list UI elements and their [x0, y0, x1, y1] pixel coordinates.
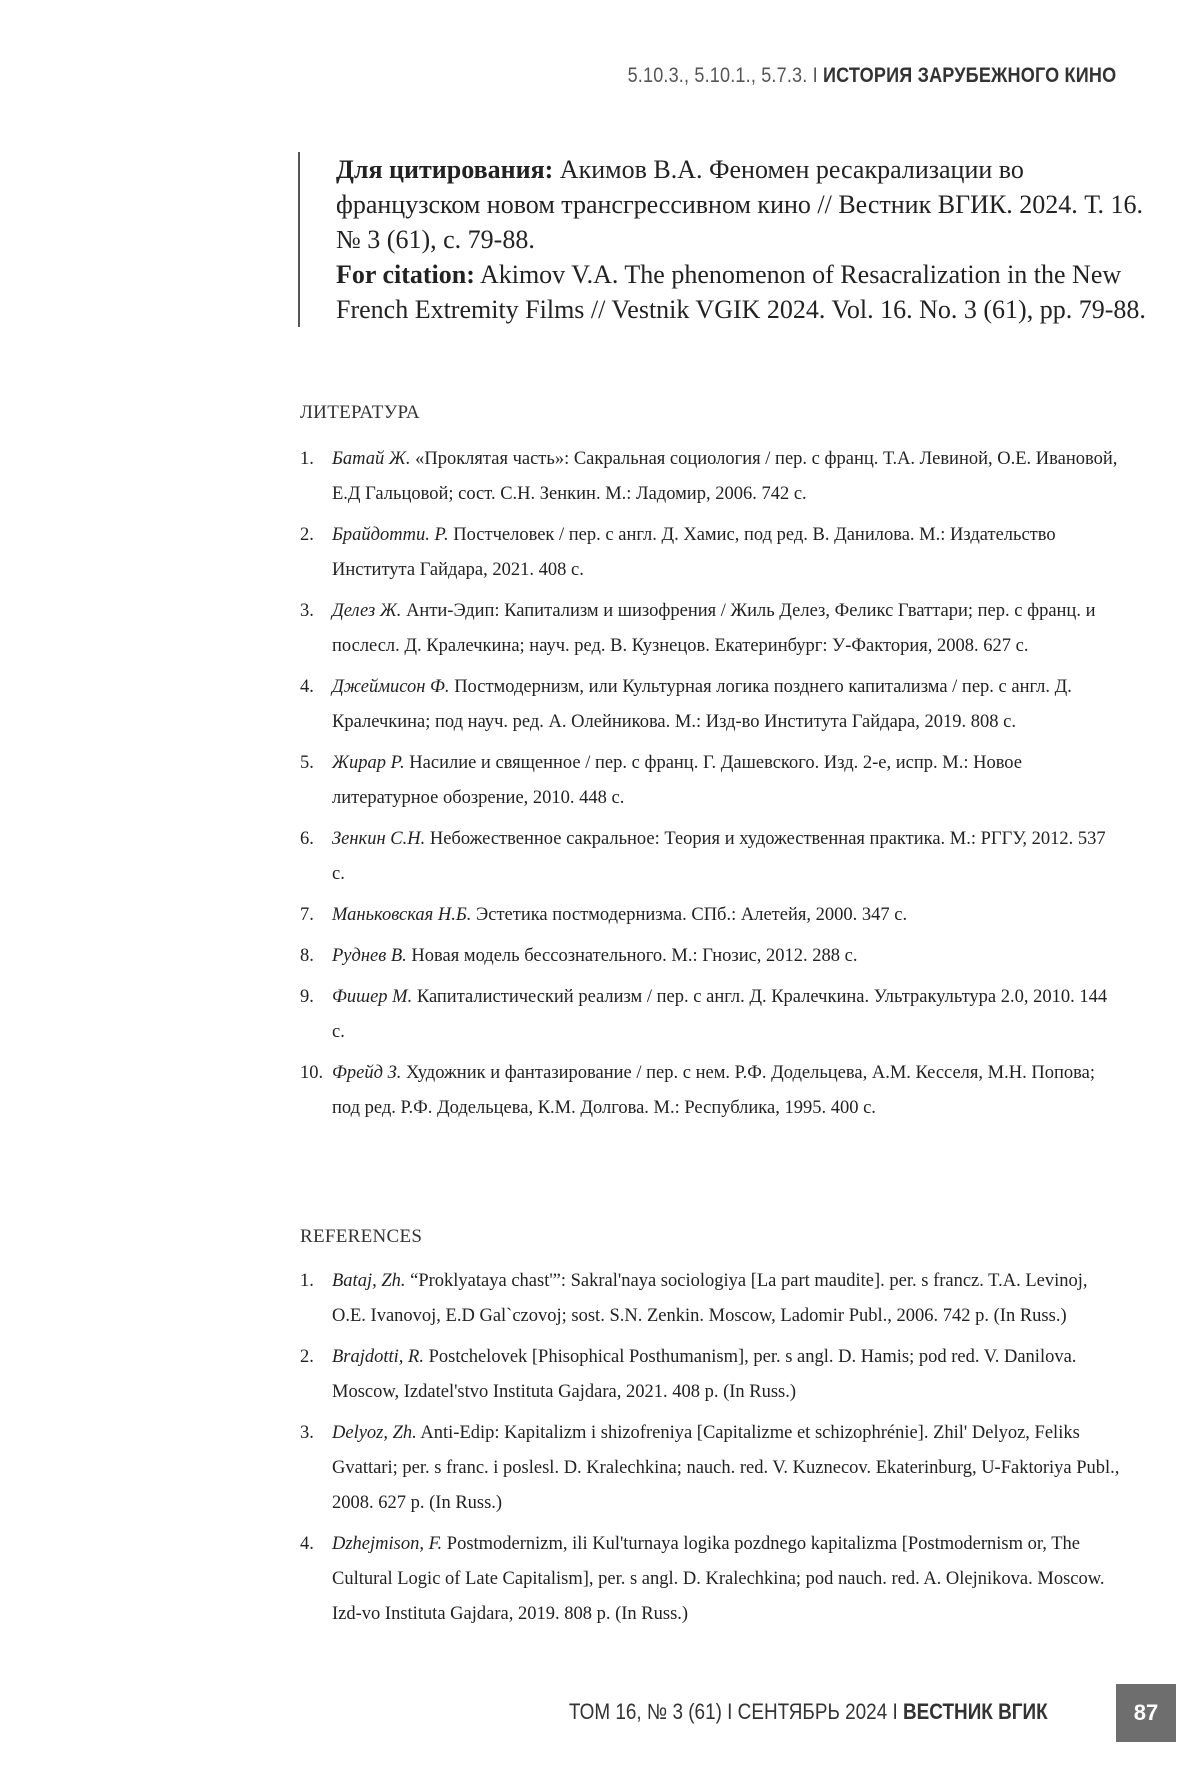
- reference-text: Новая модель бессознательного. М.: Гнозис, 2012. 288 с.: [406, 946, 858, 966]
- citation-ru-text: Акимов В.А. Феномен ресакрализации во французском новом трансгрессивном кино // Вестник ВГИК. 2024. Т. 16. № 3 (61), с. 79-88.: [336, 155, 1144, 254]
- reference-author: Брайдотти. Р.: [332, 525, 449, 545]
- reference-author: Brajdotti, R.: [332, 1347, 424, 1367]
- section-codes: 5.10.3., 5.10.1., 5.7.3. I: [627, 64, 823, 87]
- reference-text: Насилие и священное / пер. с франц. Г. Дашевского. Изд. 2-е, испр. М.: Новое литературное обозрение, 2010. 448 с.: [332, 753, 1022, 808]
- running-head: [627, 64, 1116, 88]
- reference-author: Джеймисон Ф.: [332, 677, 450, 697]
- citation-en: [336, 257, 1156, 327]
- list-item: 4. Dzhejmison, F. Postmodernizm, ili Kul'turnaya logika pozdnego kapitalizma [Postmodernism or, The Cultural Logic of Late Capitalism], per. s angl. D. Kralechkina; pod nauch. red. A. Olejnikova. Moscow. Izd-vo Instituta Gajdara, 2019. 808 p. (In Russ.): [300, 1534, 1105, 1624]
- list-item: 2. Brajdotti, R. Postchelovek [Phisophical Posthumanism], per. s angl. D. Hamis; pod red. V. Danilova. Moscow, Izdatel'stvo Instituta Gajdara, 2021. 408 p. (In Russ.): [300, 1347, 1077, 1402]
- list-item: 10. Фрейд З. Художник и фантазирование / пер. с нем. Р.Ф. Додельцева, А.М. Кесселя, М.Н. Попова; под ред. Р.Ф. Додельцева, К.М. Долгова. М.: Республика, 1995. 400 с.: [300, 1063, 1095, 1118]
- references-list: [300, 1264, 1120, 1638]
- literature-heading: ЛИТЕРАТУРА: [300, 402, 420, 423]
- reference-text: «Проклятая часть»: Сакральная социология / пер. с франц. Т.А. Левиной, О.Е. Ивановой, Е.Д Гальцовой; сост. С.Н. Зенкин. М.: Ладомир, 2006. 742 с.: [332, 449, 1118, 504]
- reference-author: Delyoz, Zh.: [332, 1423, 417, 1443]
- reference-text: Анти-Эдип: Капитализм и шизофрения / Жиль Делез, Феликс Гваттари; пер. с франц. и послесл. Д. Кралечкина; науч. ред. В. Кузнецов. Екатеринбург: У-Фактория, 2008. 627 с.: [332, 601, 1096, 656]
- citation-en-text: Akimov V.A. The phenomenon of Resacralization in the New French Extremity Films // Vestnik VGIK 2024. Vol. 16. No. 3 (61), pp. 79-88.: [336, 260, 1146, 324]
- reference-author: Bataj, Zh.: [332, 1271, 406, 1291]
- list-item: 7. Маньковская Н.Б. Эстетика постмодернизма. СПб.: Алетейя, 2000. 347 с.: [300, 905, 908, 925]
- reference-text: Небожественное сакральное: Теория и художественная практика. М.: РГГУ, 2012. 537 с.: [332, 829, 1106, 884]
- reference-author: Делез Ж.: [332, 601, 402, 621]
- list-item: 1. Bataj, Zh. “Proklyataya chast'”: Sakral'naya sociologiya [La part maudite]. per. s francz. T.A. Levinoj, O.E. Ivanovoj, E.D Gal`czovoj; sost. S.N. Zenkin. Moscow, Ladomir Publ., 2006. 742 p. (In Russ.): [300, 1271, 1088, 1326]
- literature-list: [300, 442, 1120, 1132]
- reference-author: Батай Ж.: [332, 449, 411, 469]
- list-item: 1. Батай Ж. «Проклятая часть»: Сакральная социология / пер. с франц. Т.А. Левиной, О.Е. Ивановой, Е.Д Гальцовой; сост. С.Н. Зенкин. М.: Ладомир, 2006. 742 с.: [300, 449, 1118, 504]
- issue-info: ТОМ 16, № 3 (61) I СЕНТЯБРЬ 2024 I: [569, 1699, 904, 1724]
- reference-author: Зенкин С.Н.: [332, 829, 426, 849]
- journal-name: ВЕСТНИК ВГИК: [903, 1699, 1048, 1724]
- reference-text: Postmodernizm, ili Kul'turnaya logika pozdnego kapitalizma [Postmodernism or, The Cultural Logic of Late Capitalism], per. s angl. D. Kralechkina; pod nauch. red. A. Olejnikova. Moscow. Izd-vo Instituta Gajdara, 2019. 808 p. (In Russ.): [332, 1534, 1105, 1624]
- reference-author: Фрейд З.: [332, 1063, 402, 1083]
- reference-text: Anti-Edip: Kapitalizm i shizofreniya [Capitalizme et schizophrénie]. Zhil' Delyoz, Feliks Gvattari; per. s franc. i poslesl. D. Kralechkina; nauch. red. V. Kuznecov. Ekaterinburg, U-Faktoriya Publ., 2008. 627 p. (In Russ.): [332, 1423, 1120, 1513]
- list-item: 2. Брайдотти. Р. Постчеловек / пер. с англ. Д. Хамис, под ред. В. Данилова. М.: Издательство Института Гайдара, 2021. 408 с.: [300, 525, 1056, 580]
- reference-text: Художник и фантазирование / пер. с нем. Р.Ф. Додельцева, А.М. Кесселя, М.Н. Попова; под ред. Р.Ф. Додельцева, К.М. Долгова. М.: Республика, 1995. 400 с.: [332, 1063, 1095, 1118]
- reference-text: “Proklyataya chast'”: Sakral'naya sociologiya [La part maudite]. per. s francz. T.A. Levinoj, O.E. Ivanovoj, E.D Gal`czovoj; sost. S.N. Zenkin. Moscow, Ladomir Publ., 2006. 742 p. (In Russ.): [332, 1271, 1088, 1326]
- list-item: 3. Делез Ж. Анти-Эдип: Капитализм и шизофрения / Жиль Делез, Феликс Гваттари; пер. с франц. и послесл. Д. Кралечкина; науч. ред. В. Кузнецов. Екатеринбург: У-Фактория, 2008. 627 с.: [300, 601, 1096, 656]
- reference-author: Жирар Р.: [332, 753, 405, 773]
- reference-author: Dzhejmison, F.: [332, 1534, 443, 1554]
- page-number: 87: [1116, 1684, 1176, 1742]
- footer-issue-info: [569, 1688, 1048, 1736]
- citation-en-label: For citation:: [336, 260, 475, 289]
- list-item: 9. Фишер М. Капиталистический реализм / пер. с англ. Д. Кралечкина. Ультракультура 2.0, 2010. 144 с.: [300, 987, 1108, 1042]
- reference-text: Постчеловек / пер. с англ. Д. Хамис, под ред. В. Данилова. М.: Издательство Института Гайдара, 2021. 408 с.: [332, 525, 1056, 580]
- list-item: 6. Зенкин С.Н. Небожественное сакральное: Теория и художественная практика. М.: РГГУ, 2012. 537 с.: [300, 829, 1106, 884]
- reference-author: Руднев В.: [332, 946, 407, 966]
- reference-text: Капиталистический реализм / пер. с англ. Д. Кралечкина. Ультракультура 2.0, 2010. 144 с.: [332, 987, 1108, 1042]
- reference-text: Postchelovek [Phisophical Posthumanism], per. s angl. D. Hamis; pod red. V. Danilova. Moscow, Izdatel'stvo Instituta Gajdara, 2021. 408 p. (In Russ.): [332, 1347, 1077, 1402]
- reference-text: Постмодернизм, или Культурная логика позднего капитализма / пер. с англ. Д. Кралечкина; под науч. ред. А. Олейникова. М.: Изд-во Института Гайдара, 2019. 808 с.: [332, 677, 1072, 732]
- citation-ru-label: Для цитирования:: [336, 155, 554, 184]
- section-title: ИСТОРИЯ ЗАРУБЕЖНОГО КИНО: [822, 64, 1116, 87]
- references-heading: REFERENCES: [300, 1226, 423, 1247]
- citation-block: [298, 152, 1156, 327]
- reference-text: Эстетика постмодернизма. СПб.: Алетейя, 2000. 347 с.: [471, 905, 908, 925]
- citation-ru: [336, 152, 1156, 257]
- reference-author: Фишер М.: [332, 987, 413, 1007]
- list-item: 4. Джеймисон Ф. Постмодернизм, или Культурная логика позднего капитализма / пер. с англ. Д. Кралечкина; под науч. ред. А. Олейникова. М.: Изд-во Института Гайдара, 2019. 808 с.: [300, 677, 1072, 732]
- list-item: 8. Руднев В. Новая модель бессознательного. М.: Гнозис, 2012. 288 с.: [300, 946, 858, 966]
- list-item: 3. Delyoz, Zh. Anti-Edip: Kapitalizm i shizofreniya [Capitalizme et schizophrénie]. Zhil' Delyoz, Feliks Gvattari; per. s franc. i poslesl. D. Kralechkina; nauch. red. V. Kuznecov. Ekaterinburg, U-Faktoriya Publ., 2008. 627 p. (In Russ.): [300, 1423, 1120, 1513]
- list-item: 5. Жирар Р. Насилие и священное / пер. с франц. Г. Дашевского. Изд. 2-е, испр. М.: Новое литературное обозрение, 2010. 448 с.: [300, 753, 1022, 808]
- reference-author: Маньковская Н.Б.: [332, 905, 472, 925]
